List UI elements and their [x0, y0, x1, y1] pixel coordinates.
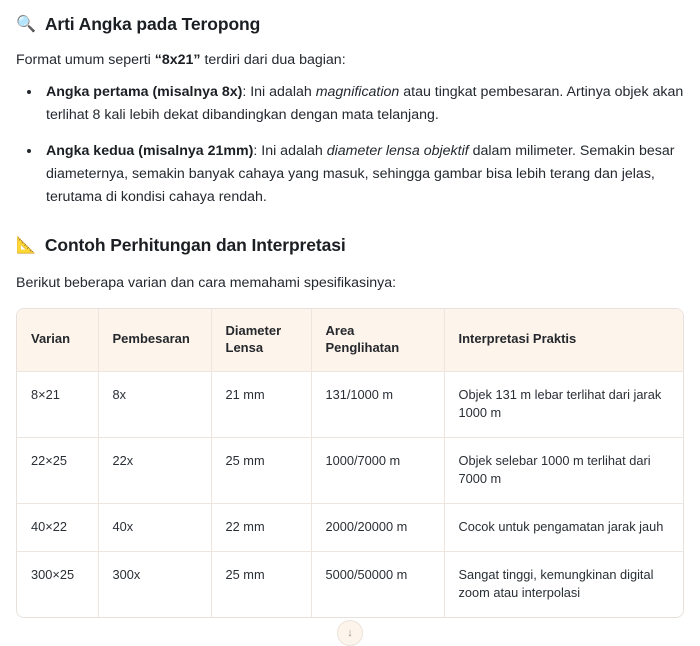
spec-table — [17, 309, 683, 617]
spec-table-container — [16, 308, 684, 618]
cell-interpretasi: Sangat tinggi, kemungkinan digital zoom atau interpolasi — [444, 551, 683, 617]
cell-area: 131/1000 m — [311, 371, 444, 437]
definition-list — [16, 81, 684, 209]
section-title-text: Contoh Perhitungan dan Interpretasi — [44, 235, 346, 255]
scroll-down-button[interactable] — [337, 620, 363, 646]
intro-prefix: Format umum seperti — [16, 52, 155, 68]
bullet-term: Angka pertama (misalnya 8x) — [46, 84, 243, 100]
table-body — [17, 371, 683, 616]
bullet-text-1: : Ini adalah — [242, 84, 316, 100]
cell-interpretasi: Objek selebar 1000 m terlihat dari 7000 m — [444, 437, 683, 503]
cell-area: 2000/20000 m — [311, 503, 444, 551]
cell-interpretasi: Cocok untuk pengamatan jarak jauh — [444, 503, 683, 551]
bullet-italic: diameter lensa objektif — [326, 143, 469, 159]
ruler-icon: 📐 — [16, 236, 36, 254]
table-row — [17, 551, 683, 617]
intro-paragraph-format — [16, 49, 684, 71]
list-item — [42, 140, 684, 209]
table-header-row — [17, 309, 683, 371]
bullet-text-1: : Ini adalah — [253, 143, 327, 159]
magnifier-icon: 🔍 — [16, 15, 36, 33]
intro-suffix: terdiri dari dua bagian: — [200, 52, 346, 68]
column-header-interpretasi-praktis: Interpretasi Praktis — [444, 309, 683, 371]
bullet-italic: magnification — [315, 84, 400, 100]
table-row — [17, 437, 683, 503]
cell-varian: 8×21 — [17, 371, 98, 437]
cell-pembesaran: 22x — [98, 437, 211, 503]
table-head — [17, 309, 683, 371]
chevron-down-icon: ↓ — [347, 627, 353, 639]
intro-bold-format: “8x21” — [154, 52, 201, 68]
column-header-area-penglihatan: Area Penglihatan — [311, 309, 444, 371]
cell-area: 1000/7000 m — [311, 437, 444, 503]
bullet-text-2: dalam milimeter. Semakin besar diameternya, semakin banyak cahaya yang masuk, sehingga gambar bisa lebih terang dan jelas, terutama di kondisi cahaya rendah. — [46, 143, 675, 205]
column-header-diameter-lensa: Diameter Lensa — [211, 309, 311, 371]
cell-pembesaran: 300x — [98, 551, 211, 617]
cell-diameter: 22 mm — [211, 503, 311, 551]
section-heading-contoh-perhitungan — [16, 235, 684, 256]
bullet-text-2: atau tingkat pembesaran. Artinya objek akan terlihat 8 kali lebih dekat dibandingkan dengan mata telanjang. — [46, 84, 684, 123]
bullet-term: Angka kedua (misalnya 21mm) — [46, 143, 254, 159]
section-heading-arti-angka — [16, 14, 684, 35]
cell-diameter: 21 mm — [211, 371, 311, 437]
cell-interpretasi: Objek 131 m lebar terlihat dari jarak 1000 m — [444, 371, 683, 437]
table-row — [17, 371, 683, 437]
cell-pembesaran: 40x — [98, 503, 211, 551]
column-header-pembesaran: Pembesaran — [98, 309, 211, 371]
list-item — [42, 81, 684, 127]
table-row — [17, 503, 683, 551]
cell-diameter: 25 mm — [211, 437, 311, 503]
cell-diameter: 25 mm — [211, 551, 311, 617]
cell-varian: 300×25 — [17, 551, 98, 617]
cell-varian: 22×25 — [17, 437, 98, 503]
intro-paragraph-varian: Berikut beberapa varian dan cara memahami spesifikasinya: — [16, 275, 397, 291]
cell-pembesaran: 8x — [98, 371, 211, 437]
cell-area: 5000/50000 m — [311, 551, 444, 617]
column-header-varian: Varian — [17, 309, 98, 371]
cell-varian: 40×22 — [17, 503, 98, 551]
section-title-text: Arti Angka pada Teropong — [44, 14, 261, 34]
